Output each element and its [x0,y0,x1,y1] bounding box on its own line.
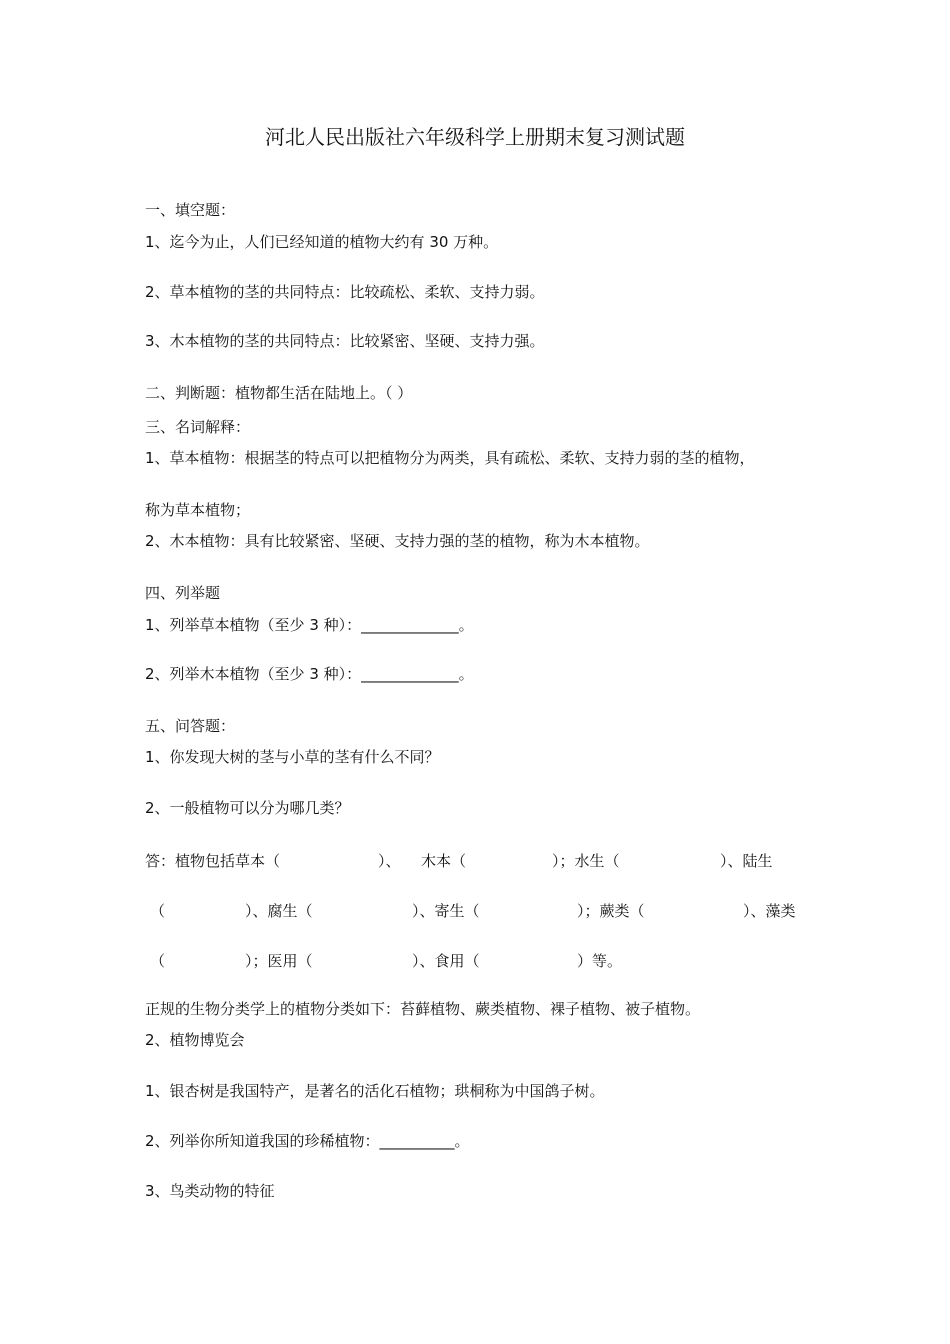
section-heading-expo: 2、植物博览会 [145,1031,245,1049]
answer-segment: （ [150,902,166,920]
question-line: 2、草本植物的茎的共同特点：比较疏松、柔软、支持力弱。 [145,283,545,301]
question-line: 2、列举木本植物（至少 3 种）：_____________。 [145,665,474,683]
question-line: 1、你发现大树的茎与小草的茎有什么不同？ [145,748,440,766]
section-heading-terms: 三、名词解释： [145,418,251,436]
term-definition-line: 2、木本植物：具有比较紧密、坚硬、支持力强的茎的植物，称为木本植物。 [145,532,650,550]
answer-segment: 答：植物包括草本（ [145,852,281,870]
answer-segment: ）、藻类 [743,902,796,920]
answer-row [145,950,815,972]
section-heading-listing: 四、列举题 [145,584,221,602]
answer-segment: ）、 [378,852,401,870]
term-definition-line: 称为草本植物； [145,501,251,519]
section-heading-qa: 五、问答题： [145,717,236,735]
answer-segment: ）；水生（ [552,852,620,870]
answer-segment: ）、寄生（ [412,902,480,920]
question-line: 3、木本植物的茎的共同特点：比较紧密、坚硬、支持力强。 [145,332,545,350]
classification-note: 正规的生物分类学上的植物分类如下：苔藓植物、蕨类植物、裸子植物、被子植物。 [145,1000,701,1018]
term-definition-line: 1、草本植物：根据茎的特点可以把植物分为两类，具有疏松、柔软、支持力弱的茎的植物， [145,449,755,467]
answer-segment: ）、腐生（ [245,902,313,920]
page-title: 河北人民出版社六年级科学上册期末复习测试题 [265,125,685,149]
section-heading-true-false: 二、判断题：植物都生活在陆地上。（ ） [145,384,413,402]
answer-row [145,900,815,922]
question-line: 2、列举你所知道我国的珍稀植物：__________。 [145,1132,470,1150]
answer-segment: （ [150,952,166,970]
answer-segment: 木本（ [421,852,467,870]
question-line: 1、银杏树是我国特产，是著名的活化石植物；珙桐称为中国鸽子树。 [145,1082,605,1100]
section-heading-fill-blank: 一、填空题： [145,201,236,219]
answer-segment: ）、食用（ [412,952,480,970]
question-line: 3、鸟类动物的特征 [145,1182,275,1200]
answer-row [145,850,815,872]
answer-segment: ）；蕨类（ [577,902,645,920]
question-line: 1、列举草本植物（至少 3 种）：_____________。 [145,616,474,634]
answer-segment: ）、陆生 [720,852,773,870]
question-line: 2、一般植物可以分为哪几类？ [145,799,350,817]
question-line: 1、迄今为止，人们已经知道的植物大约有 30 万种。 [145,233,499,251]
answer-segment: ）等。 [577,952,623,970]
answer-segment: ）；医用（ [245,952,313,970]
